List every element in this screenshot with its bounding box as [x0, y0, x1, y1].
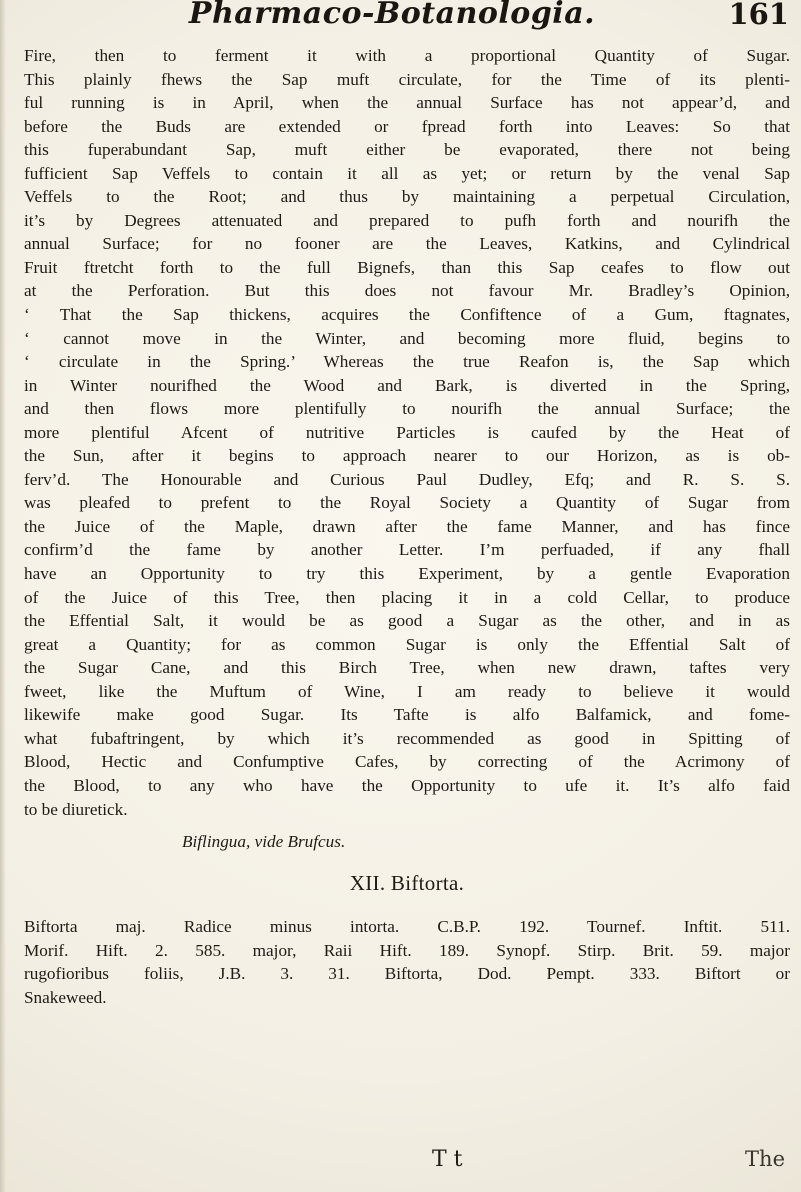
text-line: ‘ cannot move in the Winter, and becoming more fluid, begins to	[24, 328, 790, 348]
text-line: Veffels to the Root; and thus by maintaining a perpetual Circulation,	[24, 187, 790, 207]
text-line: to be diuretick.	[24, 799, 128, 819]
text-line: what fubaftringent, by which it’s recommended as good in Spitting of	[24, 728, 790, 748]
text-line: in Winter nourifhed the Wood and Bark, is diverted in the Spring,	[24, 375, 790, 395]
page-number: 161	[728, 0, 789, 31]
text-line: Fruit ftretcht forth to the full Bignefs, than this Sap ceafes to flow out	[24, 257, 790, 277]
entry-line: Morif. Hift. 2. 585. major, Raii Hift. 189. Synopf. Stirp. Brit. 59. major	[24, 940, 790, 960]
text-line: fufficient Sap Veffels to contain it all as yet; or return by the venal Sap	[24, 163, 790, 183]
text-line: and then flows more plentifully to nourifh the annual Surface; the	[24, 399, 790, 419]
text-line: the Blood, to any who have the Opportunity to ufe it. It’s alfo faid	[24, 775, 790, 795]
text-line: ferv’d. The Honourable and Curious Paul Dudley, Efq; and R. S. S.	[24, 469, 790, 489]
entry-line: Biftorta maj. Radice minus intorta. C.B.P. 192. Tournef. Inftit. 511.	[24, 917, 790, 937]
text-line: fweet, like the Muftum of Wine, I am ready to believe it would	[24, 681, 790, 701]
text-line: This plainly fhews the Sap muft circulate, for the Time of its plenti-	[24, 69, 790, 89]
text-line: ‘ That the Sap thickens, acquires the Confiftence of a Gum, ftagnates,	[24, 305, 790, 325]
text-line: the Effential Salt, it would be as good a Sugar as the other, and in as	[24, 611, 790, 631]
text-line: annual Surface; for no fooner are the Leaves, Katkins, and Cylindrical	[24, 234, 790, 254]
section-heading: XII. Biftorta.	[349, 870, 465, 895]
page-header	[0, 0, 801, 38]
text-line: the Sun, after it begins to approach nearer to our Horizon, as is ob-	[24, 446, 790, 466]
running-title: Pharmaco-Botanologia.	[188, 0, 596, 31]
text-line: more plentiful Afcent of nutritive Particles is caufed by the Heat of	[24, 422, 790, 442]
cross-reference: Biflingua, vide Brufcus.	[182, 832, 346, 852]
text-line: Fire, then to ferment it with a proportional Quantity of Sugar.	[24, 46, 790, 65]
text-line: confirm’d the fame by another Letter. I’m perfuaded, if any fhall	[24, 540, 790, 560]
catchword: The	[745, 1147, 785, 1171]
signature-mark: T t	[432, 1147, 463, 1172]
text-line: the Juice of the Maple, drawn after the fame Manner, and has fince	[24, 516, 790, 536]
text-line: was pleafed to prefent to the Royal Society a Quantity of Sugar from	[24, 493, 790, 513]
text-line: ‘ circulate in the Spring.’ Whereas the true Reafon is, the Sap which	[24, 352, 790, 372]
main-text-block	[24, 44, 790, 1009]
text-line: great a Quantity; for as common Sugar is only the Effential Salt of	[24, 634, 790, 654]
page-footer	[0, 1147, 801, 1177]
text-line: likewife make good Sugar. Its Tafte is alfo Balfamick, and fome-	[24, 705, 790, 725]
text-line: Blood, Hectic and Confumptive Cafes, by correcting of the Acrimony of	[24, 752, 790, 772]
text-line: of the Juice of this Tree, then placing it in a cold Cellar, to produce	[24, 587, 790, 607]
text-line: at the Perforation. But this does not favour Mr. Bradley’s Opinion,	[24, 281, 790, 301]
text-line: it’s by Degrees attenuated and prepared to pufh forth and nourifh the	[24, 210, 790, 230]
page-left-edge-shadow	[0, 0, 6, 1192]
text-line: the Sugar Cane, and this Birch Tree, when new drawn, taftes very	[24, 658, 790, 678]
text-line: before the Buds are extended or fpread forth into Leaves: So that	[24, 116, 790, 136]
text-line: this fuperabundant Sap, muft either be evaporated, there not being	[24, 140, 790, 160]
text-line: have an Opportunity to try this Experiment, by a gentle Evaporation	[24, 564, 790, 584]
entry-line: rugofioribus foliis, J.B. 3. 31. Biftorta, Dod. Pempt. 333. Biftort or	[24, 964, 790, 984]
text-line: ful running is in April, when the annual Surface has not appear’d, and	[24, 93, 790, 113]
entry-line: Snakeweed.	[24, 987, 107, 1007]
